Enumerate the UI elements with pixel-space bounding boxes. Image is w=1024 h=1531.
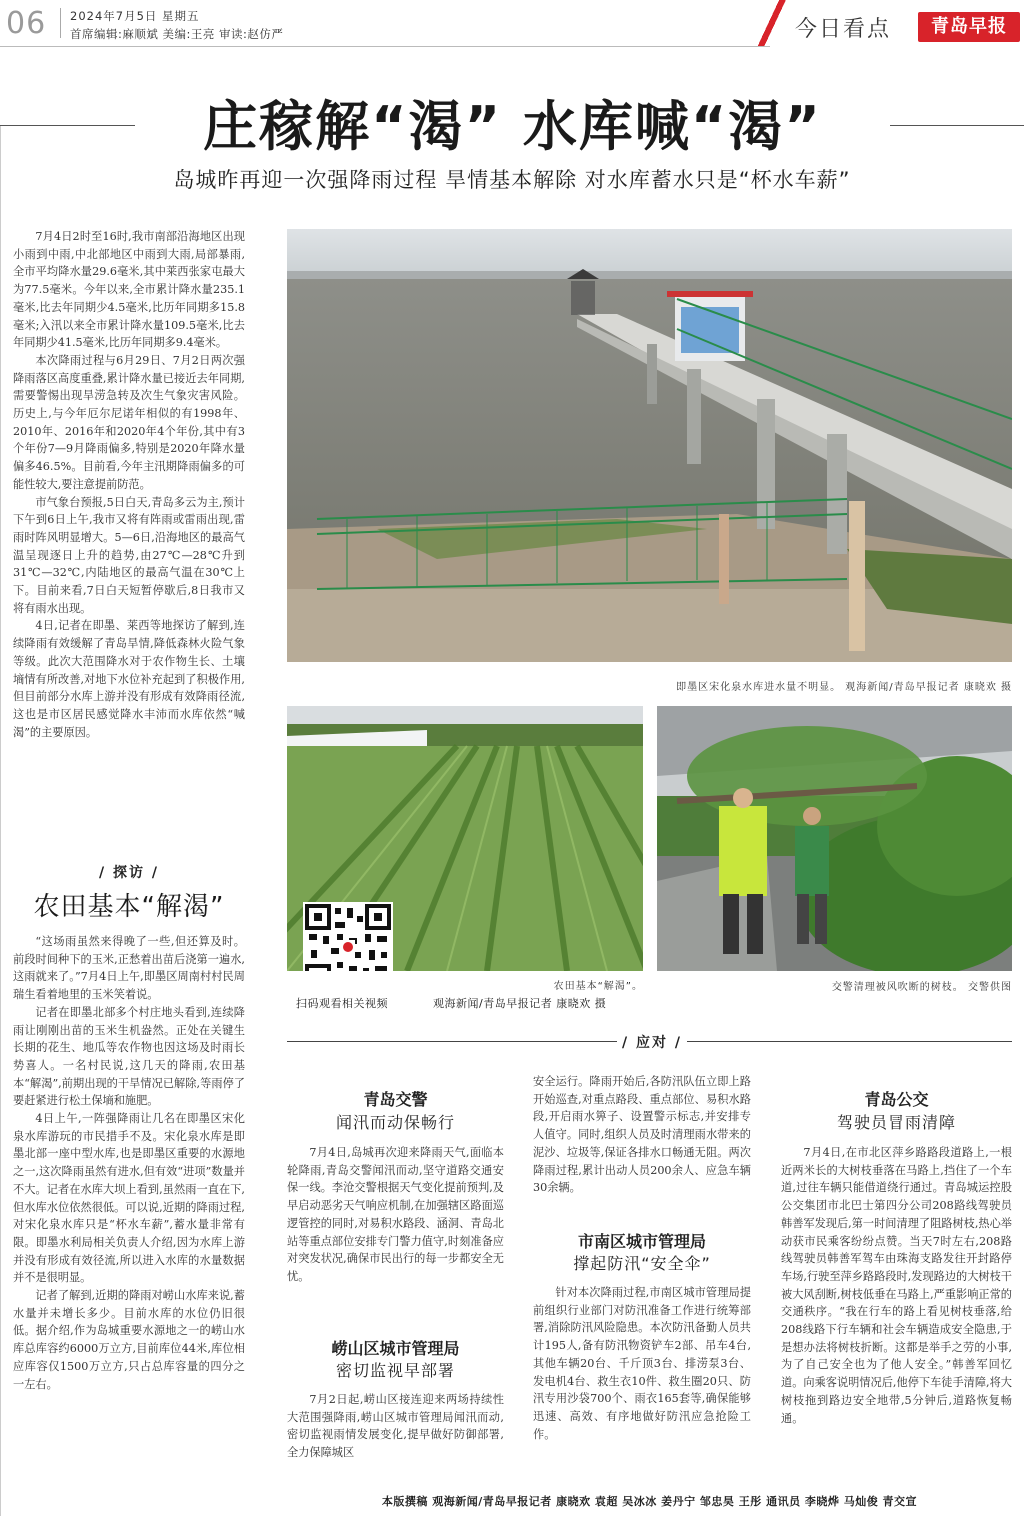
laoshan-text <box>287 1391 504 1463</box>
response-rule-right <box>687 1041 1012 1042</box>
brand-logo <box>918 12 1020 42</box>
response-rule-left <box>287 1041 617 1042</box>
paragraph: 本次降雨过程与6月29日、7月2日两次强降雨落区高度重叠,累计降水量已接近去年同期,需要警惕出现旱涝急转及次生气象灾害风险。历史上,与今年厄尔尼诺年相似的有1998年、2010年、2016年和2020年4个年份,其中有3个年份7—9月降雨偏多,特别是2020年降水量偏多46.5%。目前看,今年主汛期降雨偏多的可能性较大,要注意提前防范。 <box>13 353 245 491</box>
tree-photo-caption: 交警清理被风吹断的树枝。 交警供图 <box>831 982 1012 993</box>
shinan-org: 市南区城市管理局 <box>577 1232 706 1251</box>
headline-right-rule <box>890 125 1024 126</box>
date-line: 2024年7月5日 星期五 <box>70 9 200 23</box>
laoshan-title: 密切监视早部署 <box>335 1361 455 1380</box>
paragraph: 4日上午,一阵强降雨让几名在即墨区宋化泉水库游玩的市民措手不及。宋化泉水库是即墨北部一座中型水库,也是即墨区重要的水源地之一,这次降雨虽然有进水,但有效“进项”数量并不大。记者在水库大坝上看到,虽然雨一直在下,但水库水位依然很低。可以说,近期的降雨过程,对宋化泉水库只是“杯水车薪”,蓄水量非常有限。即墨水利局相关负责人介绍,因为水库上游并没有形成有效径流,所以进入水库的水量数据并不是很明显。 <box>13 1112 245 1285</box>
paragraph: 安全运行。降雨开始后,各防汛队伍立即上路开始巡查,对重点路段、重点部位、易积水路段,开启雨水箅子、设置警示标志,并安排专人值守。同时,组织人员及时清理雨水带来的泥沙、垃圾等,保证各排水口畅通无阻。两次降雨过程,累计出动人员200余人、应急车辆30余辆。 <box>533 1075 751 1195</box>
header-bottom-rule <box>0 46 770 47</box>
qr-code[interactable] <box>303 902 393 971</box>
explore-tag: / 探访 / <box>99 865 159 881</box>
field-photo-caption: 农田基本“解渴”。 <box>553 981 643 992</box>
brand-logo-text: 青岛早报 <box>931 16 1007 37</box>
left-column-text <box>13 228 245 828</box>
headline-title: 庄稼解“渴” 水库喊“渴” <box>203 95 822 158</box>
editors-line: 首席编辑:麻顺斌 美编:王亮 审读:赵仿严 <box>70 27 284 41</box>
bus-title: 驾驶员冒雨清障 <box>836 1113 956 1132</box>
police-text <box>287 1144 504 1324</box>
reservoir-photo-art <box>287 229 1012 662</box>
paragraph: “这场雨虽然来得晚了一些,但还算及时。前段时间种下的玉米,正愁着出苗后浇第一遍水,这雨就来了。”7月4日上午,即墨区周南村村民周瑞生看着地里的玉米笑着说。 <box>13 935 245 1002</box>
response-tag: / 应对 / <box>622 1035 682 1051</box>
bus-text <box>781 1144 1012 1464</box>
tree-clearing-photo <box>657 706 1012 971</box>
paragraph: 7月2日起,崂山区接连迎来两场持续性大范围强降雨,崂山区城市管理局闻汛而动,密切监视雨情发展变化,提早做好防御部署,全力保障城区 <box>287 1393 504 1460</box>
paragraph: 7月4日,在市北区萍乡路路段道路上,一根近两米长的大树枝垂落在马路上,挡住了一个车道,过往车辆只能借道绕行通过。青岛城运控股公交集团市北巴士第四分公司208路线驾驶员韩善军发现后,第一时间清理了阻路树枝,热心举动获市民乘客纷纷点赞。当天7时左右,208路线驾驶员韩善军驾车由珠海支路发往开封路停车场,行驶至萍乡路路段时,发现路边的大树枝干被大风刮断,树枝低垂在马路上,严重影响正常的交通秩序。“我在行车的路上看见树枝垂落,给208线路下行车辆和社会车辆造成安全隐患,于是想办法将树枝折断。这都是举手之劳的小事,为了自己安全也为了他人安全。”韩善军回忆道。向乘客说明情况后,他停下车徒手清障,将大树枝拖到路边安全地带,5分钟后,道路恢复畅通。 <box>781 1146 1012 1425</box>
header-slash-stripe <box>756 0 786 46</box>
page-number: 06 <box>6 6 47 41</box>
field-photo <box>287 706 643 971</box>
headline-left-rule <box>0 125 135 126</box>
page-header <box>0 0 1024 48</box>
police-org: 青岛交警 <box>363 1090 428 1109</box>
shinan-title: 撑起防汛“安全伞” <box>573 1254 711 1273</box>
footer-credits: 本版撰稿 观海新闻/青岛早报记者 康晓欢 袁超 吴冰冰 姜丹宁 邹忠昊 王彤 通讯员 李晓烨 马灿俊 青交宣 <box>381 1495 918 1508</box>
paragraph: 市气象台预报,5日白天,青岛多云为主,预计下午到6日上午,我市又将有阵雨或雷雨出现,雷雨时阵风明显增大。5—6日,沿海地区的最高气温呈现逐日上升的趋势,由27℃—28℃升到31℃—32℃,内陆地区的最高气温在30℃上下。目前来看,7日白天短暂停歇后,8日我市又将有雨水出现。 <box>13 495 245 615</box>
field-photo-credit: 观海新闻/青岛早报记者 康晓欢 摄 <box>433 997 607 1010</box>
police-title: 闻汛而动保畅行 <box>335 1113 455 1132</box>
paragraph: 记者了解到,近期的降雨对崂山水库来说,蓄水量并未增长多少。目前水库的水位仍旧很低。据介绍,作为岛城重要水源地之一的崂山水库总库容约6000万立方,目前库位44米,库位相应库容仅1500万立方,只占总库容量的四分之一左右。 <box>13 1289 245 1391</box>
header-divider <box>60 8 61 38</box>
laoshan-text-continued <box>533 1073 751 1218</box>
explore-title: 农田基本“解渴” <box>33 892 225 922</box>
paragraph: 7月4日,岛城再次迎来降雨天气,面临本轮降雨,青岛交警闻汛而动,坚守道路交通安保一线。李沧交警根据天气变化提前预判,及早启动恶劣天气响应机制,在加强辖区路面巡逻管控的同时,对易积水路段、涵洞、青岛北站等重点部位安排专门警力值守,时刻准备应对突发状况,确保市民出行的每一步都安全无忧。 <box>287 1146 504 1283</box>
explore-text <box>13 933 245 1516</box>
section-title: 今日看点 <box>795 17 892 42</box>
headline-subtitle: 岛城昨再迎一次强降雨过程 旱情基本解除 对水库蓄水只是“杯水车薪” <box>173 168 851 192</box>
qr-caption: 扫码观看相关视频 <box>296 997 388 1010</box>
laoshan-org: 崂山区城市管理局 <box>331 1339 460 1358</box>
paragraph: 针对本次降雨过程,市南区城市管理局提前组织行业部门对防汛准备工作进行统筹部署,消除防汛风险隐患。本次防汛备勤人员共计195人,备有防汛物资铲车2部、吊车4台,其他车辆20台、千斤顶3台、排涝泵3台、发电机4台、救生衣10件、救生圈20只、防汛专用沙袋700个、雨衣165套等,确保能够迅速、高效、有序地做好防汛应急抢险工作。 <box>533 1286 751 1441</box>
tree-clearing-photo-art <box>657 706 1012 971</box>
qr-code-icon <box>303 902 393 971</box>
bus-org: 青岛公交 <box>864 1090 929 1109</box>
shinan-text <box>533 1284 751 1464</box>
left-column-border <box>0 126 1 1516</box>
reservoir-photo-caption: 即墨区宋化泉水库进水量不明显。 观海新闻/青岛早报记者 康晓欢 摄 <box>676 682 1012 693</box>
paragraph: 4日,记者在即墨、莱西等地探访了解到,连续降雨有效缓解了青岛旱情,降低森林火险气象等级。此次大范围降水对于农作物生长、土壤墒情有所改善,对地下水位补充起到了积极作用,但目前部分水库上游并没有形成有效降雨径流,这也是市区居民感觉降水丰沛而水库依然“喊渴”的主要原因。 <box>13 619 245 739</box>
paragraph: 7月4日2时至16时,我市南部沿海地区出现小雨到中雨,中北部地区中雨到大雨,局部暴雨,全市平均降水量29.6毫米,其中莱西张家屯最大为77.5毫米。今年以来,全市累计降水量235.1毫米,比去年同期少4.5毫米,比历年同期多15.8毫米;入汛以来全市累计降水量109.5毫米,比去年同期少41.5毫米,比历年同期多9.4毫米。 <box>13 230 245 350</box>
paragraph: 记者在即墨北部多个村庄地头看到,连续降雨让刚刚出苗的玉米生机盎然。正处在关键生长期的花生、地瓜等农作物也因这场及时雨长势喜人。一名村民说,这几天的降雨,农田基本“解渴”,前期出现的干旱情况已解除,等雨停了要赶紧进行松土保墒和施肥。 <box>13 1005 245 1108</box>
reservoir-photo <box>287 229 1012 662</box>
